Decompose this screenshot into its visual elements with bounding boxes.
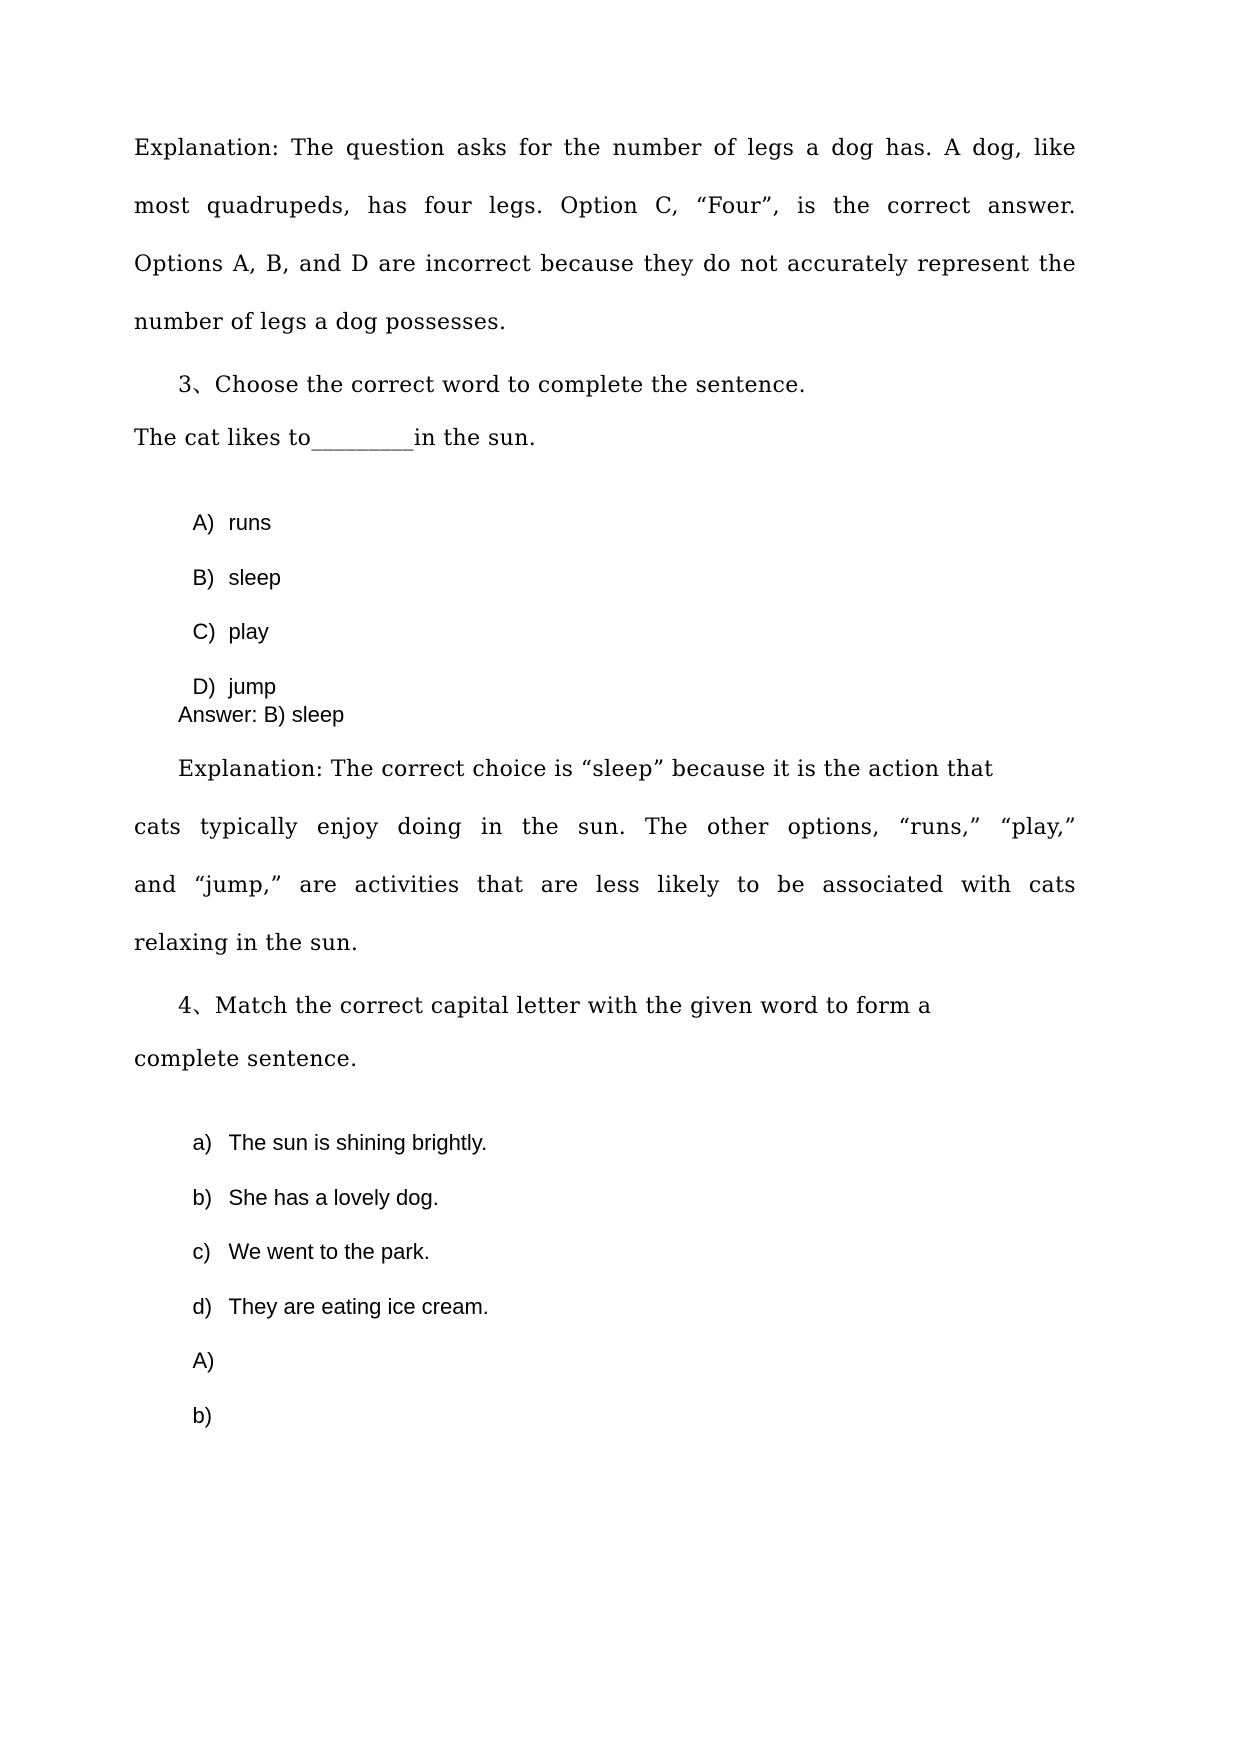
item-label: d): [192, 1294, 213, 1319]
q2-explanation-line-2: most quadrupeds, has four legs. Option C, “Four”, is the correct answer.: [134, 194, 1076, 219]
q3-explanation-line-3: and “jump,” are activities that are less likely to be associated with cats: [134, 873, 1076, 898]
q3-explanation-line-1: Explanation: The correct choice is “sleep” because it is the action that: [178, 757, 994, 782]
item-label: a): [192, 1130, 213, 1155]
option-label: D): [192, 674, 216, 699]
item-label: c): [192, 1239, 211, 1264]
option-label: A): [192, 510, 215, 535]
item-text: They are eating ice cream.: [228, 1294, 489, 1319]
q2-explanation-line-3: Options A, B, and D are incorrect because they do not accurately represent the: [134, 252, 1076, 277]
question-3-sentence: The cat likes to_________in the sun.: [134, 426, 537, 451]
option-text: runs: [228, 510, 272, 535]
item-text: The sun is shining brightly.: [228, 1130, 488, 1155]
option-label: C): [192, 619, 216, 644]
item-text: She has a lovely dog.: [228, 1185, 439, 1210]
question-3-prompt: 3、Choose the correct word to complete the sentence.: [178, 373, 807, 398]
q2-explanation-line-4: number of legs a dog possesses.: [134, 310, 507, 335]
option-text: play: [228, 619, 269, 644]
option-label: B): [192, 565, 215, 590]
option-text: sleep: [228, 565, 282, 590]
answer-slot-b: [168, 1377, 228, 1455]
slot-label: b): [192, 1403, 213, 1428]
option-text: jump: [228, 674, 277, 699]
q2-explanation-line-1: Explanation: The question asks for the number of legs a dog has. A dog, like: [134, 136, 1076, 161]
q3-explanation-line-4: relaxing in the sun.: [134, 931, 359, 956]
question-4-prompt-line-1: 4、Match the correct capital letter with the given word to form a: [178, 994, 932, 1019]
slot-label: A): [192, 1348, 215, 1373]
question-4-prompt-line-2: complete sentence.: [134, 1047, 358, 1072]
item-label: b): [192, 1185, 213, 1210]
q3-explanation-line-2: cats typically enjoy doing in the sun. The other options, “runs,” “play,”: [134, 815, 1076, 840]
item-text: We went to the park.: [228, 1239, 430, 1264]
question-3-answer: Answer: B) sleep: [178, 702, 345, 727]
